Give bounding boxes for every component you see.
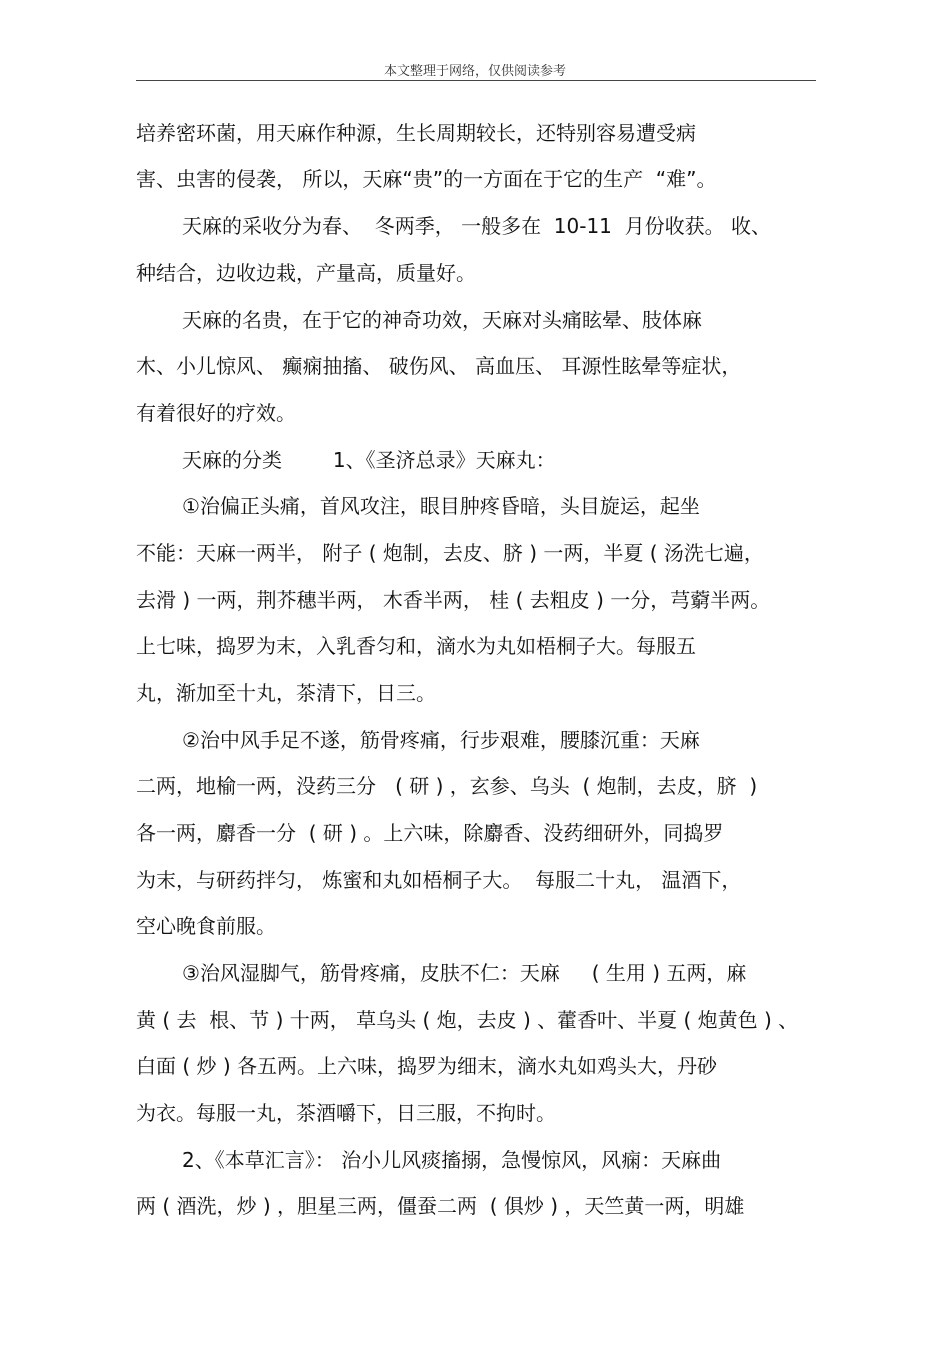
text-line: 两 ( 酒洗，炒 ) ，胆星三两，僵蚕二两 ( 俱炒 ) ，天竺黄一两，明雄 — [136, 1194, 745, 1218]
text-line: 为衣。每服一丸，茶酒嚼下，日三服，不拘时。 — [136, 1101, 556, 1125]
text-line: 空心晚食前服。 — [136, 914, 276, 938]
text-line: 二两，地榆一两，没药三分 ( 研 ) ，玄参、乌头 ( 炮制，去皮，脐 ) — [136, 774, 758, 798]
text-line: 不能：天麻一两半， 附子 ( 炮制，去皮、脐 ) 一两，半夏 ( 汤洗七遍， — [136, 541, 764, 565]
text-line: ①治偏正头痛，首风攻注，眼目肿疼昏暗，头目旋运，起坐 — [182, 494, 700, 518]
page-header: 本文整理于网络，仅供阅读参考 — [383, 64, 566, 79]
text-line: ②治中风手足不遂，筋骨疼痛，行步艰难，腰膝沉重：天麻 — [182, 728, 700, 752]
text-line: 丸，渐加至十丸，茶清下，日三。 — [136, 681, 436, 705]
text-line: 为末，与研药拌匀， 炼蜜和丸如梧桐子大。 每服二十丸， 温酒下， — [136, 868, 742, 892]
text-line: 黄 ( 去 根、节 ) 十两， 草乌头 ( 炮，去皮 ) 、藿香叶、半夏 ( 炮黄色 ) 、 — [136, 1008, 799, 1032]
text-line: 害、虫害的侵袭， 所以，天麻“贵”的一方面在于它的生产 “难”。 — [136, 167, 717, 191]
text-line: 各一两，麝香一分 ( 研 ) 。上六味，除麝香、没药细研外，同捣罗 — [136, 821, 724, 845]
text-line: 种结合，边收边栽，产量高，质量好。 — [136, 261, 476, 285]
text-line: 2、《本草汇言》： 治小儿风痰搐搦，急慢惊风，风痫：天麻曲 — [182, 1148, 722, 1172]
text-line: 培养密环菌，用天麻作种源，生长周期较长，还特别容易遭受病 — [136, 121, 696, 145]
header-divider — [136, 80, 816, 81]
text-line: 去滑 ) 一两，荆芥穗半两， 木香半两， 桂 ( 去粗皮 ) 一分，芎藭半两。 — [136, 588, 771, 612]
text-line: 白面 ( 炒 ) 各五两。上六味，捣罗为细末，滴水丸如鸡头大，丹砂 — [136, 1054, 718, 1078]
text-line: ③治风湿脚气，筋骨疼痛，皮肤不仁：天麻 ( 生用 ) 五两，麻 — [182, 961, 747, 985]
text-line: 上七味，捣罗为末，入乳香匀和，滴水为丸如梧桐子大。每服五 — [136, 634, 696, 658]
text-line: 天麻的名贵，在于它的神奇功效，天麻对头痛眩晕、肢体麻 — [182, 308, 702, 332]
text-line: 木、小儿惊风、 癫痫抽搐、 破伤风、 高血压、 耳源性眩晕等症状， — [136, 354, 742, 378]
text-line: 天麻的采收分为春、 冬两季， 一般多在 10-11 月份收获。 收、 — [182, 214, 771, 238]
text-line: 天麻的分类 1、《圣济总录》天麻丸： — [182, 448, 556, 472]
text-line: 有着很好的疗效。 — [136, 401, 296, 425]
